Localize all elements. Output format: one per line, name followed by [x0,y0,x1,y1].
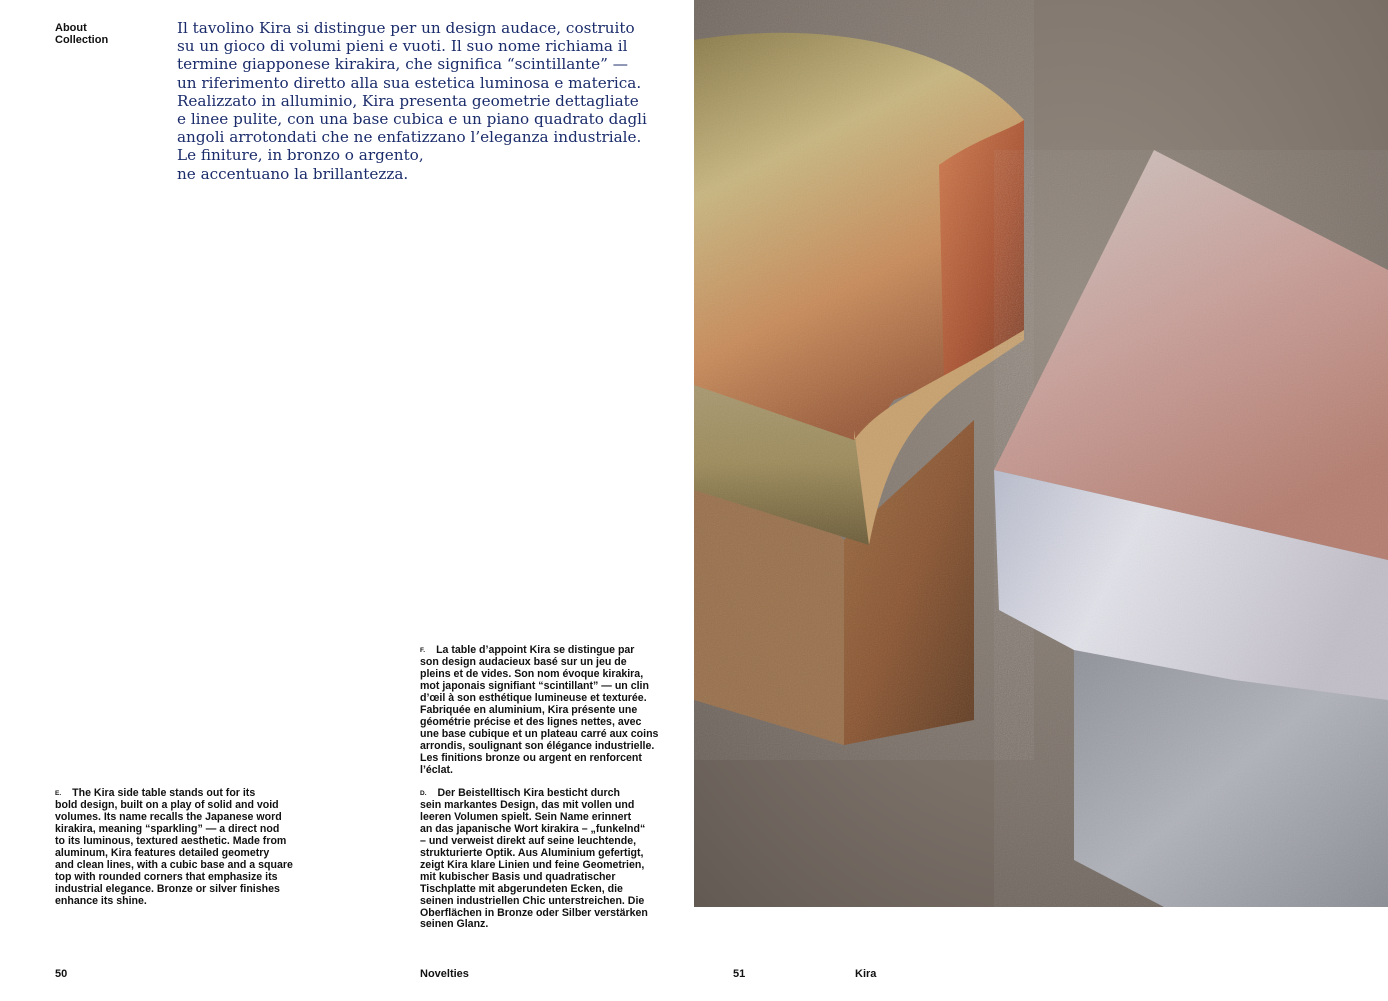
right-page-number: 51 [733,968,746,980]
product-photo [694,0,1388,907]
paragraph-line: Fabriquée en aluminium, Kira présente une [420,703,638,716]
language-marker: D. [420,790,427,797]
paragraph-line: mit kubischer Basis und quadratischer [420,870,616,883]
paragraph-line: une base cubique et un plateau carré aux coins [420,727,659,740]
paragraph-line: – und verweist direkt auf seine leuchtende, [420,834,637,847]
paragraph-french [420,645,680,776]
silver-table [994,150,1388,907]
paragraph-line: bold design, built on a play of solid and void [55,798,279,811]
paragraph-line: seinen industriellen Chic unterstreichen. Die [420,894,645,907]
product-photo-illustration [694,0,1388,907]
paragraph-german [420,788,680,931]
paragraph-line: Tischplatte mit abgerundeten Ecken, die [420,882,623,895]
paragraph-line: Oberflächen in Bronze oder Silber verstärken [420,906,648,919]
lead-line: termine giapponese kirakira, che significa “scintillante” — [177,55,628,74]
paragraph-line: géométrie précise et des lignes nettes, avec [420,715,642,728]
lead-line: Realizzato in alluminio, Kira presenta geometrie dettagliate [177,91,639,110]
paragraph-line: aluminum, Kira features detailed geometry [55,846,270,859]
lead-line: Le finiture, in bronzo o argento, [177,146,424,165]
paragraph-line: Les finitions bronze ou argent en renforcent [420,751,642,764]
paragraph-line: l’éclat. [420,763,453,776]
left-section-title: Novelties [420,968,469,980]
bronze-table [694,0,1034,760]
paragraph-line: volumes. Its name recalls the Japanese word [55,810,282,823]
lead-line: ne accentuano la brillantezza. [177,164,409,183]
paragraph-line: mot japonais signifiant “scintillant” — un clin [420,679,649,692]
paragraph-line: an das japanische Wort kirakira – „funkelnd“ [420,822,646,835]
paragraph-line: leeren Volumen spielt. Sein Name erinnert [420,810,632,823]
paragraph-line: to its luminous, textured aesthetic. Made from [55,834,287,847]
paragraph-line: kirakira, meaning “sparkling” — a direct nod [55,822,280,835]
paragraph-english [55,788,305,908]
lead-paragraph-italian [177,19,677,183]
lead-line: Il tavolino Kira si distingue per un design audace, costruito [177,19,635,37]
right-section-title: Kira [855,968,877,980]
paragraph-line: $^{D.}$ Der Beistelltisch Kira besticht durch [420,787,620,799]
left-page-number: 50 [55,968,68,980]
section-label-line-1: About [55,22,87,34]
paragraph-line: $^{E.}$ The Kira side table stands out for its [55,787,256,799]
paragraph-line: zeigt Kira klare Linien und feine Geometrien, [420,858,645,871]
paragraph-line: pleins et de vides. Son nom évoque kirakira, [420,667,644,680]
paragraph-line: arrondis, soulignant son élégance industrielle. [420,739,655,752]
section-label-line-2: Collection [55,34,109,46]
paragraph-line: sein markantes Design, das mit vollen und [420,798,635,811]
section-label [55,22,108,46]
paragraph-line: strukturierte Optik. Aus Aluminium gefertigt, [420,846,644,859]
lead-line: su un gioco di volumi pieni e vuoti. Il suo nome richiama il [177,37,628,56]
paragraph-line: seinen Glanz. [420,918,489,931]
paragraph-line: enhance its shine. [55,894,147,907]
language-marker: E. [55,790,62,797]
paragraph-line: d’œil à son esthétique lumineuse et texturée. [420,691,647,704]
paragraph-line: top with rounded corners that emphasize its [55,870,278,883]
lead-line: angoli arrotondati che ne enfatizzano l’eleganza industriale. [177,128,642,147]
paragraph-line: industrial elegance. Bronze or silver finishes [55,882,280,895]
paragraph-line: and clean lines, with a cubic base and a square [55,858,293,871]
paragraph-line: $^{F.}$ La table d’appoint Kira se distingue par [420,644,635,656]
lead-line: e linee pulite, con una base cubica e un piano quadrato dagli [177,110,647,129]
paragraph-line: son design audacieux basé sur un jeu de [420,655,627,668]
lead-line: un riferimento diretto alla sua estetica luminosa e materica. [177,73,642,92]
language-marker: F. [420,647,426,654]
